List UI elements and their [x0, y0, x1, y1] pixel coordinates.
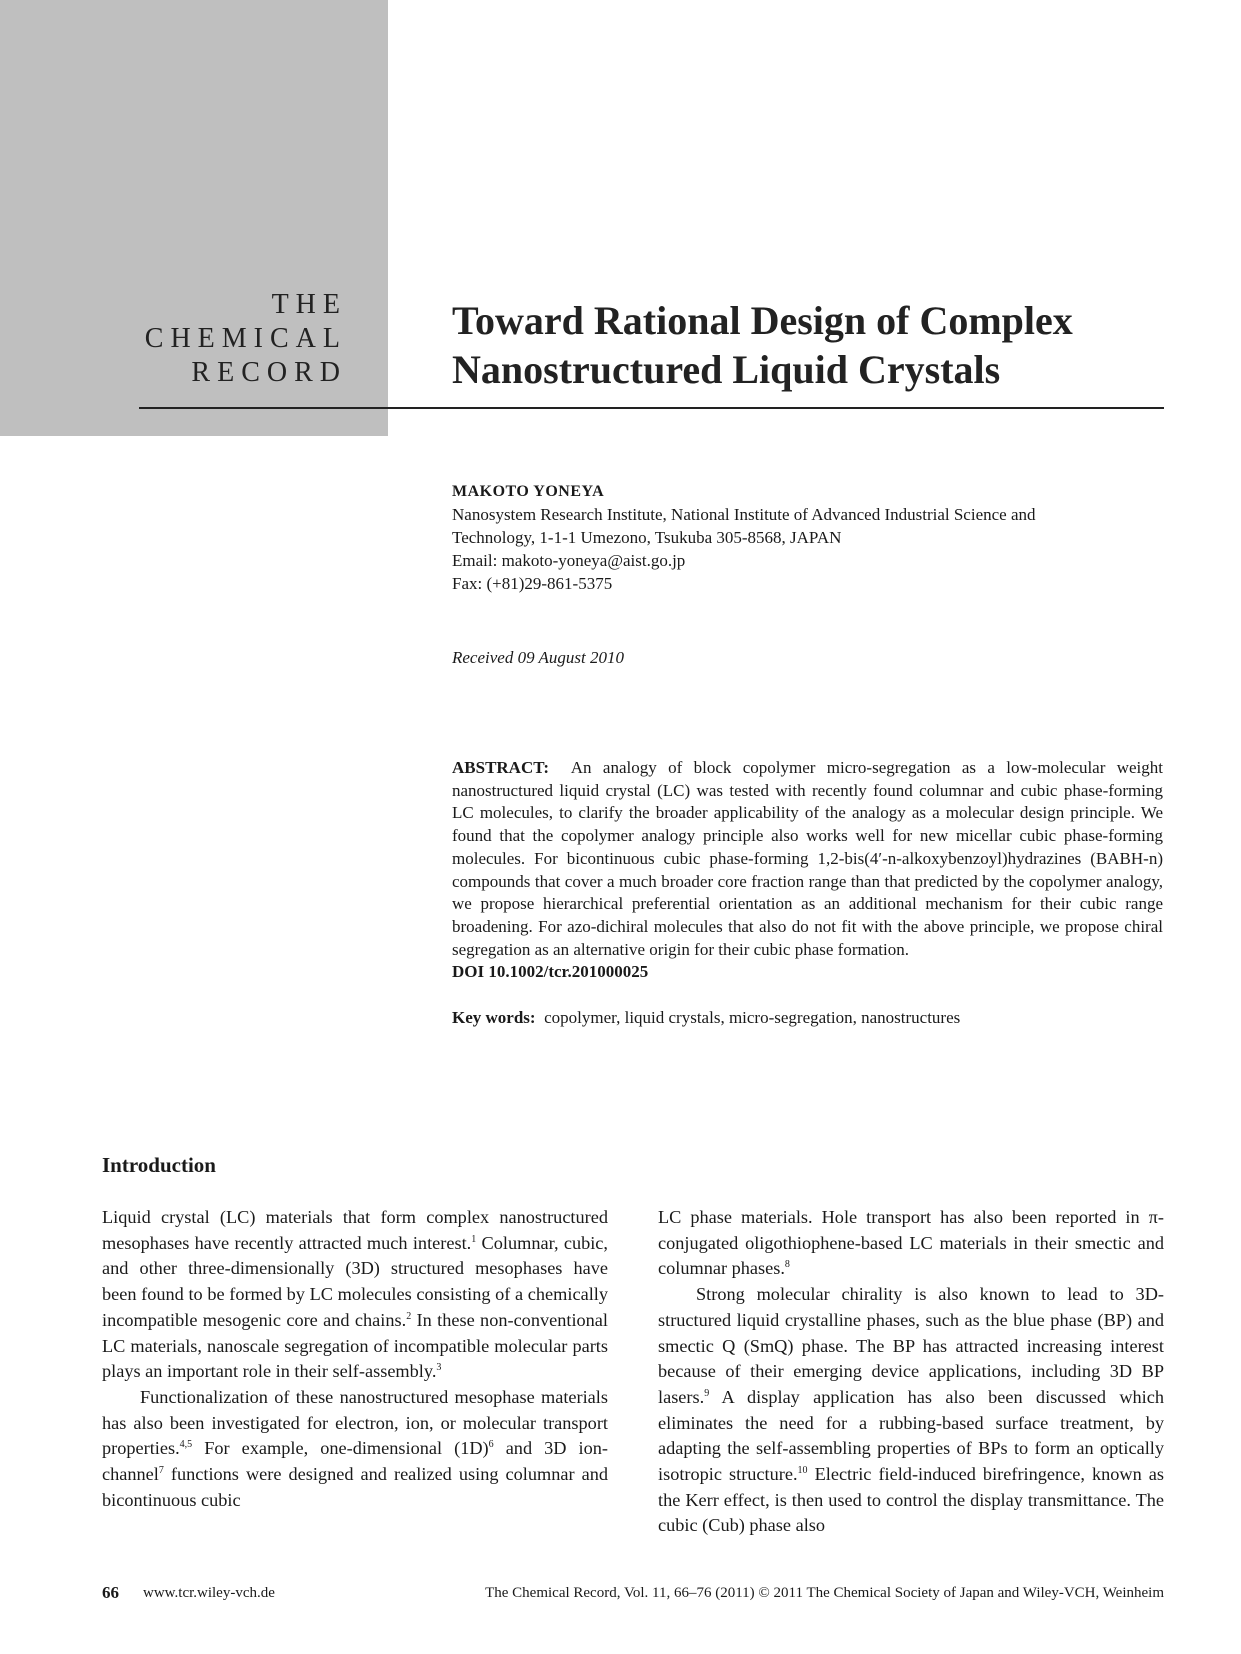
- paragraph: Liquid crystal (LC) materials that form complex nanostructured mesophases have recently attracted much interest.$^1$ Columnar, cubic, and other three-dimensionally (3D) structured mesophases have been found to be formed by LC molecules consisting of a chemically incompatible mesogenic core and chains.$^2$ In these non-conventional LC materials, nanoscale segregation of incompatible molecular parts plays an important role in their self-assembly.$^3$: [102, 1207, 608, 1382]
- title-line-2: Nanostructured Liquid Crystals: [452, 347, 1001, 392]
- body-column-right: [658, 1205, 1164, 1539]
- citation-ref[interactable]: 8: [784, 1259, 790, 1271]
- section-heading-introduction: Introduction: [102, 1153, 216, 1177]
- paragraph: Strong molecular chirality is also known to lead to 3D-structured liquid crystalline phases, such as the blue phase (BP) and smectic Q (SmQ) phase. The BP has attracted increasing interest because of their emerging device applications, including 3D BP lasers.$^9$ A display application has also been discussed which eliminates the need for a rubbing-based surface treatment, by adapting the self-assembling properties of BPs to form an optically isotropic structure.$^{10}$ Electric field-induced birefringence, known as the Kerr effect, is then used to control the display transmittance. The cubic (Cub) phase also: [658, 1284, 1164, 1536]
- doi[interactable]: DOI 10.1002/tcr.201000025: [452, 962, 649, 982]
- footer-citation: The Chemical Record, Vol. 11, 66–76 (2011) © 2011 The Chemical Society of Japan and Wiley-VCH, Weinheim: [485, 1585, 1164, 1601]
- citation-ref[interactable]: 9: [704, 1387, 710, 1399]
- page-number: 66: [102, 1583, 119, 1602]
- keywords: [452, 1008, 960, 1028]
- citation-ref[interactable]: 10: [797, 1465, 808, 1477]
- author-block: [452, 480, 1036, 595]
- journal-name-line-2: CHEMICAL: [144, 323, 347, 354]
- author-fax: Fax: (+81)29-861-5375: [452, 574, 613, 593]
- keywords-label: Key words:: [452, 1008, 536, 1027]
- abstract-text: An analogy of block copolymer micro-segregation as a low-molecular weight nanostructured liquid crystal (LC) was tested with recently found columnar and cubic phase-forming LC molecules, to clarify the broader applicability of the analogy as a molecular design principle. We found that the copolymer analogy principle also works well for new micellar cubic phase-forming molecules. For bicontinuous cubic phase-forming 1,2-bis(4′-n-alkoxybenzoyl)hydrazines (BABH-n) compounds that cover a much broader core fraction range than that predicted by the copolymer analogy, we propose hierarchical preferential orientation as an additional mechanism for their cubic range broadening. For azo-dichiral molecules that also do not fit with the above principle, we propose chiral segregation as an alternative origin for their cubic phase formation.: [452, 758, 1163, 959]
- affiliation-line-1: Nanosystem Research Institute, National Institute of Advanced Industrial Science and: [452, 505, 1036, 524]
- author-email[interactable]: Email: makoto-yoneya@aist.go.jp: [452, 551, 686, 570]
- abstract-label: ABSTRACT:: [452, 758, 549, 777]
- affiliation-line-2: Technology, 1-1-1 Umezono, Tsukuba 305-8568, JAPAN: [452, 528, 842, 547]
- citation-ref[interactable]: 6: [488, 1439, 494, 1451]
- paragraph: LC phase materials. Hole transport has also been reported in π-conjugated oligothiophene-based LC materials in their smectic and columnar phases.$^8$: [658, 1207, 1164, 1279]
- citation-ref[interactable]: 2: [406, 1310, 412, 1322]
- body-column-left: [102, 1205, 608, 1513]
- footer-website[interactable]: www.tcr.wiley-vch.de: [143, 1585, 275, 1601]
- citation-ref[interactable]: 1: [471, 1233, 477, 1245]
- citation-ref[interactable]: 4,5: [179, 1439, 193, 1451]
- received-date: Received 09 August 2010: [452, 648, 625, 667]
- citation-ref[interactable]: 7: [158, 1465, 164, 1477]
- header-rule: [139, 407, 1164, 409]
- journal-name-line-1: THE: [271, 289, 347, 320]
- journal-name-line-3: RECORD: [191, 357, 347, 388]
- citation-ref[interactable]: 3: [436, 1362, 442, 1374]
- title-line-1: Toward Rational Design of Complex: [452, 298, 1073, 343]
- article-title: [452, 296, 1073, 394]
- paragraph: Functionalization of these nanostructured mesophase materials has also been investigated for electron, ion, or molecular transport properties.$^{4,5}$ For example, one-dimensional $(1D)^6$ and 3D ion-channel$^7$ functions were designed and realized using columnar and bicontinuous cubic: [102, 1386, 608, 1510]
- keywords-text: copolymer, liquid crystals, micro-segregation, nanostructures: [544, 1008, 961, 1027]
- author-name: MAKOTO YONEYA: [452, 483, 605, 500]
- abstract: [452, 757, 1163, 984]
